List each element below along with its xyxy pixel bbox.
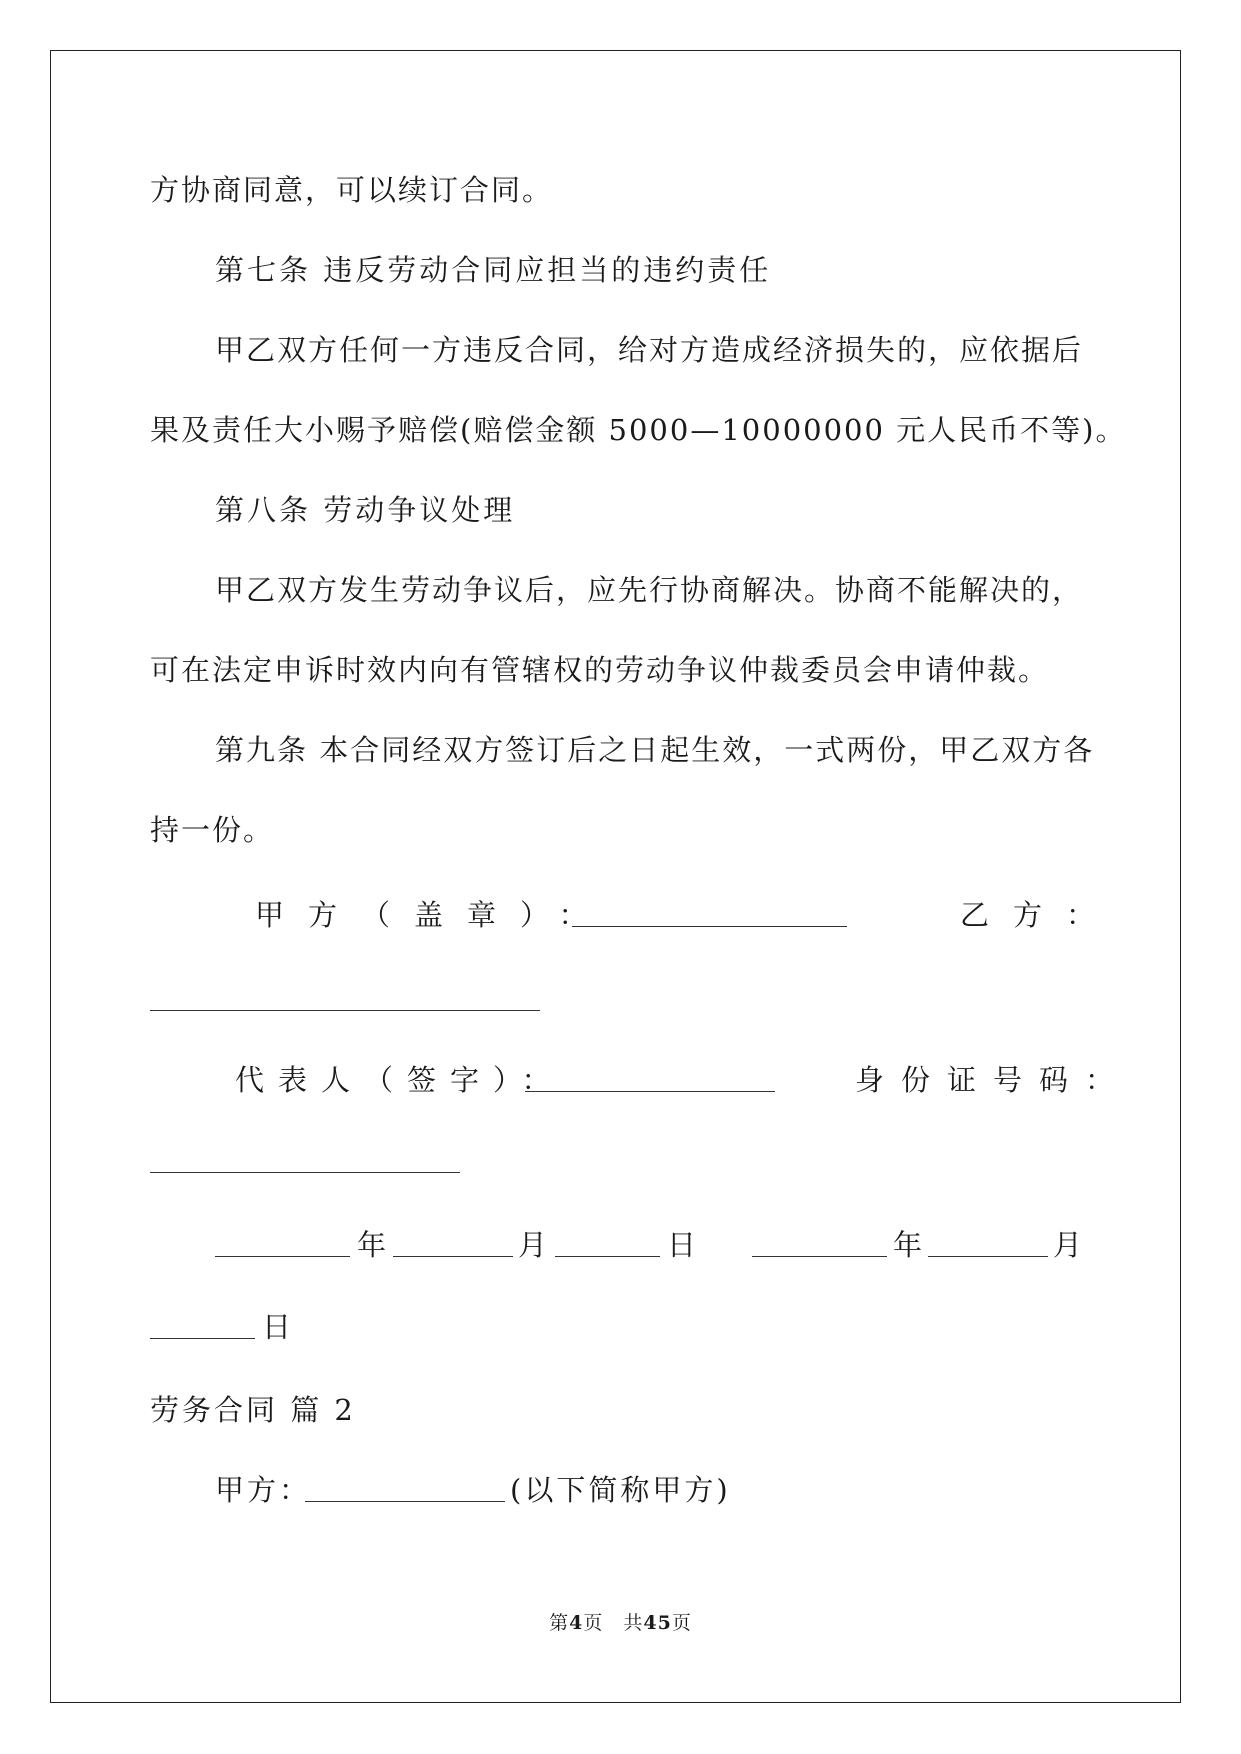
page-footer bbox=[0, 1610, 1241, 1636]
date-a-year-blank bbox=[215, 1256, 350, 1257]
representative-label: 代表人（签字）： bbox=[235, 1063, 565, 1097]
party-b-row bbox=[960, 895, 1119, 935]
id-number-blank bbox=[150, 1172, 460, 1173]
paragraph-line: 甲乙双方任何一方违反合同，给对方造成经济损失的，应依据后 bbox=[215, 333, 1084, 367]
date-b-year-blank bbox=[752, 1256, 887, 1257]
section-2-party-a-prefix: 甲方： bbox=[215, 1473, 312, 1507]
footer-page-total: 45 bbox=[643, 1612, 672, 1634]
date-a-month-label: 月 bbox=[518, 1228, 548, 1262]
party-b-label: 乙方： bbox=[960, 898, 1120, 932]
party-b-blank bbox=[150, 1010, 540, 1011]
date-b-day-blank bbox=[150, 1338, 255, 1339]
date-a-day-label: 日 bbox=[667, 1228, 697, 1262]
party-a-seal-blank bbox=[572, 926, 847, 927]
section-2-title: 劳务合同 篇 2 bbox=[150, 1393, 356, 1427]
party-a-seal-row bbox=[255, 895, 612, 935]
party-a-seal-label: 甲方（盖章）： bbox=[255, 898, 612, 932]
page-border bbox=[50, 50, 1181, 1703]
paragraph-line: 甲乙双方发生劳动争议后，应先行协商解决。协商不能解决的， bbox=[215, 573, 1084, 607]
article-8-heading: 第八条 劳动争议处理 bbox=[215, 493, 516, 527]
footer-page-current: 4 bbox=[569, 1612, 584, 1634]
footer-page-suffix: 页 bbox=[671, 1612, 692, 1634]
date-a-month-blank bbox=[393, 1256, 513, 1257]
date-a-year-label: 年 bbox=[357, 1228, 387, 1262]
date-b-month-label: 月 bbox=[1053, 1228, 1083, 1262]
paragraph-line: 可在法定申诉时效内向有管辖权的劳动争议仲裁委员会申请仲裁。 bbox=[150, 653, 1050, 687]
id-number-row bbox=[855, 1060, 1131, 1100]
date-a-day-blank bbox=[555, 1256, 660, 1257]
paragraph-line: 持一份。 bbox=[150, 813, 275, 847]
footer-page-prefix: 第 bbox=[549, 1612, 570, 1634]
id-number-label: 身份证号码： bbox=[855, 1063, 1132, 1097]
date-b-year-label: 年 bbox=[893, 1228, 923, 1262]
representative-blank bbox=[525, 1091, 775, 1092]
article-7-heading: 第七条 违反劳动合同应担当的违约责任 bbox=[215, 253, 772, 287]
representative-row bbox=[235, 1060, 565, 1100]
date-b-month-blank bbox=[928, 1256, 1048, 1257]
section-2-party-a-blank bbox=[305, 1501, 505, 1502]
paragraph-line: 方协商同意，可以续订合同。 bbox=[150, 173, 554, 207]
paragraph-line: 果及责任大小赐予赔偿(赔偿金额 5000—10000000 元人民币不等)。 bbox=[150, 413, 1127, 447]
section-2-party-a-suffix: (以下简称甲方) bbox=[510, 1473, 731, 1507]
article-9-line: 第九条 本合同经双方签订后之日起生效，一式两份，甲乙双方各 bbox=[215, 733, 1095, 767]
footer-page-mid: 页 共 bbox=[583, 1612, 644, 1634]
date-b-day-label: 日 bbox=[262, 1310, 292, 1344]
